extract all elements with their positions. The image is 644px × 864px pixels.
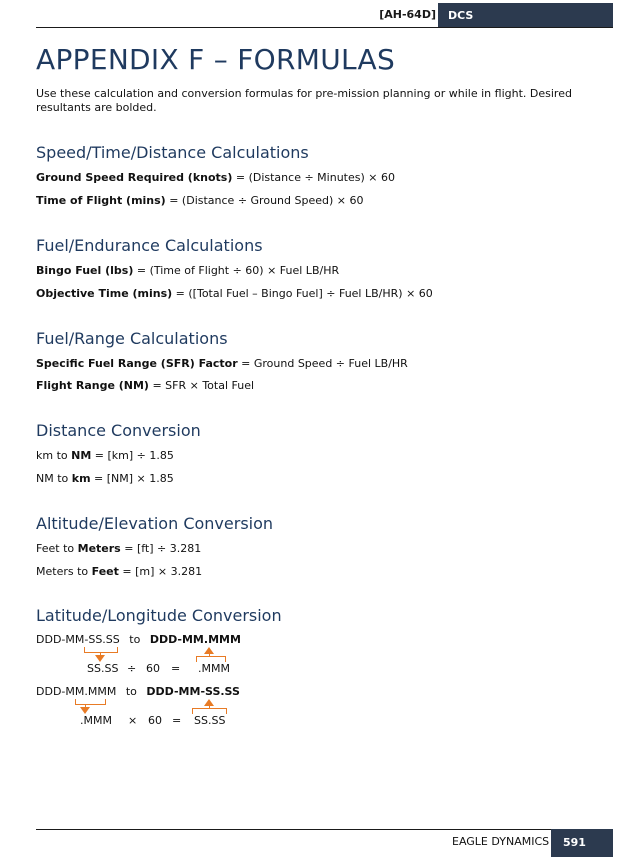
formula-expression: = Ground Speed ÷ Fuel LB/HR	[237, 357, 408, 370]
formula-expression: = (Distance ÷ Ground Speed) × 60	[165, 194, 364, 207]
formula-expression: = [ft] ÷ 3.281	[120, 542, 202, 555]
latlong-to-format	[150, 633, 241, 646]
latlong-to-format	[146, 685, 240, 698]
format-text-marked: .MMM	[84, 685, 117, 698]
to-word: to	[129, 633, 141, 646]
formula-line	[36, 379, 254, 392]
section-heading-distance-conversion: Distance Conversion	[36, 421, 201, 440]
format-text: DDD-MM.	[149, 633, 209, 646]
formula-result: Flight Range (NM)	[36, 379, 149, 392]
latlong-calc-op: ÷	[127, 662, 137, 675]
to-word: to	[125, 685, 137, 698]
formula-result: NM	[71, 449, 92, 462]
formula-result: km	[71, 472, 91, 485]
formula-line	[36, 194, 363, 207]
formula-expression: = [km] ÷ 1.85	[91, 449, 174, 462]
footer-company: EAGLE DYNAMICS	[452, 835, 550, 848]
latlong-from-format	[36, 633, 120, 646]
formula-expression: = SFR × Total Fuel	[148, 379, 255, 392]
latlong-row2	[36, 685, 240, 698]
latlong-calc-a: SS.SS	[87, 662, 119, 675]
section-heading-latlong-conversion: Latitude/Longitude Conversion	[36, 606, 282, 625]
formula-result: Bingo Fuel (lbs)	[36, 264, 134, 277]
formula-line	[36, 357, 408, 370]
formula-line	[36, 472, 174, 485]
formula-expression: = (Distance ÷ Minutes) × 60	[232, 171, 395, 184]
formula-expression: = (Time of Flight ÷ 60) × Fuel LB/HR	[133, 264, 340, 277]
formula-prefix: NM to	[36, 472, 72, 485]
formula-expression: = [m] × 3.281	[118, 565, 203, 578]
footer-rule	[36, 829, 613, 830]
latlong-calc-n: 60	[148, 714, 162, 727]
formula-prefix: Feet to	[36, 542, 78, 555]
formula-prefix: km to	[36, 449, 72, 462]
header-rule	[36, 27, 613, 28]
bracket-source	[75, 699, 106, 705]
header-product-tab	[438, 3, 613, 28]
formula-line	[36, 542, 201, 555]
header-product-label: DCS	[448, 9, 474, 22]
page-number: 591	[563, 836, 586, 849]
formula-result: Specific Fuel Range (SFR) Factor	[36, 357, 238, 370]
formula-result: Time of Flight (mins)	[36, 194, 166, 207]
intro-paragraph: Use these calculation and conversion formulas for pre-mission planning or while in flight. Desired resultants are bolded.	[36, 87, 572, 114]
formula-result: Feet	[91, 565, 119, 578]
format-text: DDD-MM	[36, 685, 85, 698]
formula-expression: = ([Total Fuel – Bingo Fuel] ÷ Fuel LB/HR) × 60	[172, 287, 433, 300]
formula-line	[36, 264, 339, 277]
latlong-calc-eq: =	[171, 662, 181, 675]
document-model-label: [AH-64D]	[379, 8, 436, 21]
latlong-calc-eq: =	[172, 714, 182, 727]
latlong-calc-a: .MMM	[80, 714, 112, 727]
formula-result: Meters	[77, 542, 121, 555]
section-heading-fuel-range: Fuel/Range Calculations	[36, 329, 228, 348]
latlong-from-format	[36, 685, 116, 698]
page-title: APPENDIX F – FORMULAS	[36, 43, 396, 76]
format-text: DDD-MM-	[146, 685, 206, 698]
formula-result: Objective Time (mins)	[36, 287, 173, 300]
latlong-row1	[36, 633, 241, 646]
format-text: DDD-MM-	[36, 633, 89, 646]
section-heading-speed-time-distance: Speed/Time/Distance Calculations	[36, 143, 309, 162]
section-heading-fuel-endurance: Fuel/Endurance Calculations	[36, 236, 263, 255]
latlong-calc-op: ×	[128, 714, 138, 727]
formula-line	[36, 171, 395, 184]
page-number-tab	[551, 829, 613, 857]
formula-expression: = [NM] × 1.85	[90, 472, 174, 485]
bracket-source	[84, 647, 118, 653]
arrow-up-icon	[204, 699, 214, 706]
formula-line	[36, 449, 174, 462]
section-heading-altitude-conversion: Altitude/Elevation Conversion	[36, 514, 274, 533]
format-text-marked: SS.SS	[88, 633, 120, 646]
latlong-calc-result: SS.SS	[194, 714, 226, 727]
format-text-marked: MMM	[208, 633, 241, 646]
latlong-calc-n: 60	[146, 662, 160, 675]
latlong-calc-result: .MMM	[198, 662, 230, 675]
arrow-up-icon	[204, 647, 214, 654]
formula-result: Ground Speed Required (knots)	[36, 171, 233, 184]
formula-prefix: Meters to	[36, 565, 92, 578]
arrow-down-icon	[95, 655, 105, 662]
formula-line	[36, 287, 433, 300]
formula-line	[36, 565, 202, 578]
arrow-down-icon	[80, 707, 90, 714]
format-text-marked: SS.SS	[205, 685, 240, 698]
